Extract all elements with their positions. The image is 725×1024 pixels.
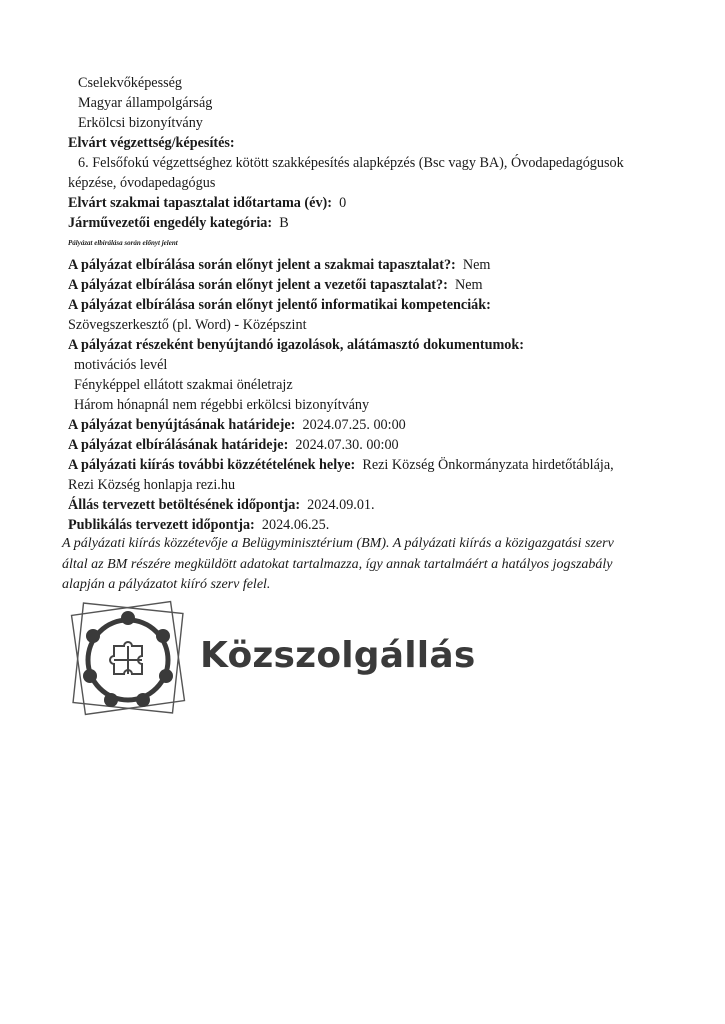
document-item: Három hónapnál nem régebbi erkölcsi bizonyítvány — [74, 397, 370, 413]
note-line: által az BM részére megküldött adatokat tartalmazza, így annak tartalmáért a hatályos jogszabály — [62, 556, 613, 572]
publication-places-value-2: Rezi Község honlapja rezi.hu — [68, 477, 236, 493]
education-label: Elvárt végzettség/képesítés: — [68, 135, 235, 151]
evaluation-deadline-label: A pályázat elbírálásának határideje: — [68, 437, 289, 453]
license-value: B — [279, 215, 289, 231]
it-skills-label: A pályázat elbírálása során előnyt jelentő informatikai kompetenciák: — [68, 297, 491, 313]
advantage-experience-row — [68, 256, 490, 274]
requirement-item: Erkölcsi bizonyítvány — [78, 115, 203, 131]
evaluation-deadline-row — [68, 436, 399, 454]
publish-date-value: 2024.06.25. — [261, 517, 330, 533]
document-item: motivációs levél — [74, 357, 168, 373]
education-value: 6. Felsőfokú végzettséghez kötött szakképesítés alapképzés (Bsc vagy BA), Óvodapedagógusok — [78, 155, 624, 171]
submission-deadline-value: 2024.07.25. 00:00 — [302, 417, 406, 433]
publication-places-label: A pályázati kiírás további közzétételének helye: — [68, 457, 356, 473]
it-skills-value: Szövegszerkesztő (pl. Word) - Középszint — [68, 317, 307, 333]
documents-label: A pályázat részeként benyújtandó igazolások, alátámasztó dokumentumok: — [68, 337, 524, 353]
requirement-item: Magyar állampolgárság — [78, 95, 213, 111]
evaluation-deadline-value: 2024.07.30. 00:00 — [295, 437, 399, 453]
education-value: képzése, óvodapedagógus — [68, 175, 216, 191]
fill-date-row — [68, 496, 375, 514]
experience-label: Elvárt szakmai tapasztalat időtartama (év): — [68, 195, 332, 211]
advantage-leadership-row — [68, 276, 483, 294]
logo-emblem-icon — [66, 596, 196, 726]
experience-row — [68, 194, 346, 212]
logo-text: Közszolgállás — [200, 635, 476, 676]
fill-date-label: Állás tervezett betöltésének időpontja: — [68, 497, 301, 513]
publish-date-row — [68, 516, 329, 534]
requirement-item: Cselekvőképesség — [78, 75, 183, 91]
note-line: alapján a pályázatot kiíró szerv felel. — [62, 577, 271, 592]
publisher-note — [62, 534, 672, 596]
publication-places-row — [68, 456, 614, 474]
advantage-experience-label: A pályázat elbírálása során előnyt jelent a szakmai tapasztalat?: — [68, 257, 456, 273]
publication-places-value: Rezi Község Önkormányzata hirdetőtáblája, — [362, 457, 614, 473]
advantage-leadership-value: Nem — [454, 277, 483, 293]
document-item: Fényképpel ellátott szakmai önéletrajz — [74, 377, 293, 393]
kozszolgallas-logo — [66, 596, 476, 726]
note-line: A pályázati kiírás közzétevője a Belügyminisztérium (BM). A pályázati kiírás a közigazgatási szerv — [62, 536, 614, 551]
license-label: Járművezetői engedély kategória: — [68, 215, 273, 231]
experience-value: 0 — [339, 195, 347, 211]
license-row — [68, 214, 289, 232]
publish-date-label: Publikálás tervezett időpontja: — [68, 517, 255, 533]
advantage-heading: Pályázat elbírálása során előnyt jelent — [68, 239, 178, 247]
submission-deadline-row — [68, 416, 406, 434]
fill-date-value: 2024.09.01. — [307, 497, 375, 513]
submission-deadline-label: A pályázat benyújtásának határideje: — [68, 417, 296, 433]
advantage-leadership-label: A pályázat elbírálása során előnyt jelent a vezetői tapasztalat?: — [68, 277, 448, 293]
advantage-experience-value: Nem — [462, 257, 491, 273]
